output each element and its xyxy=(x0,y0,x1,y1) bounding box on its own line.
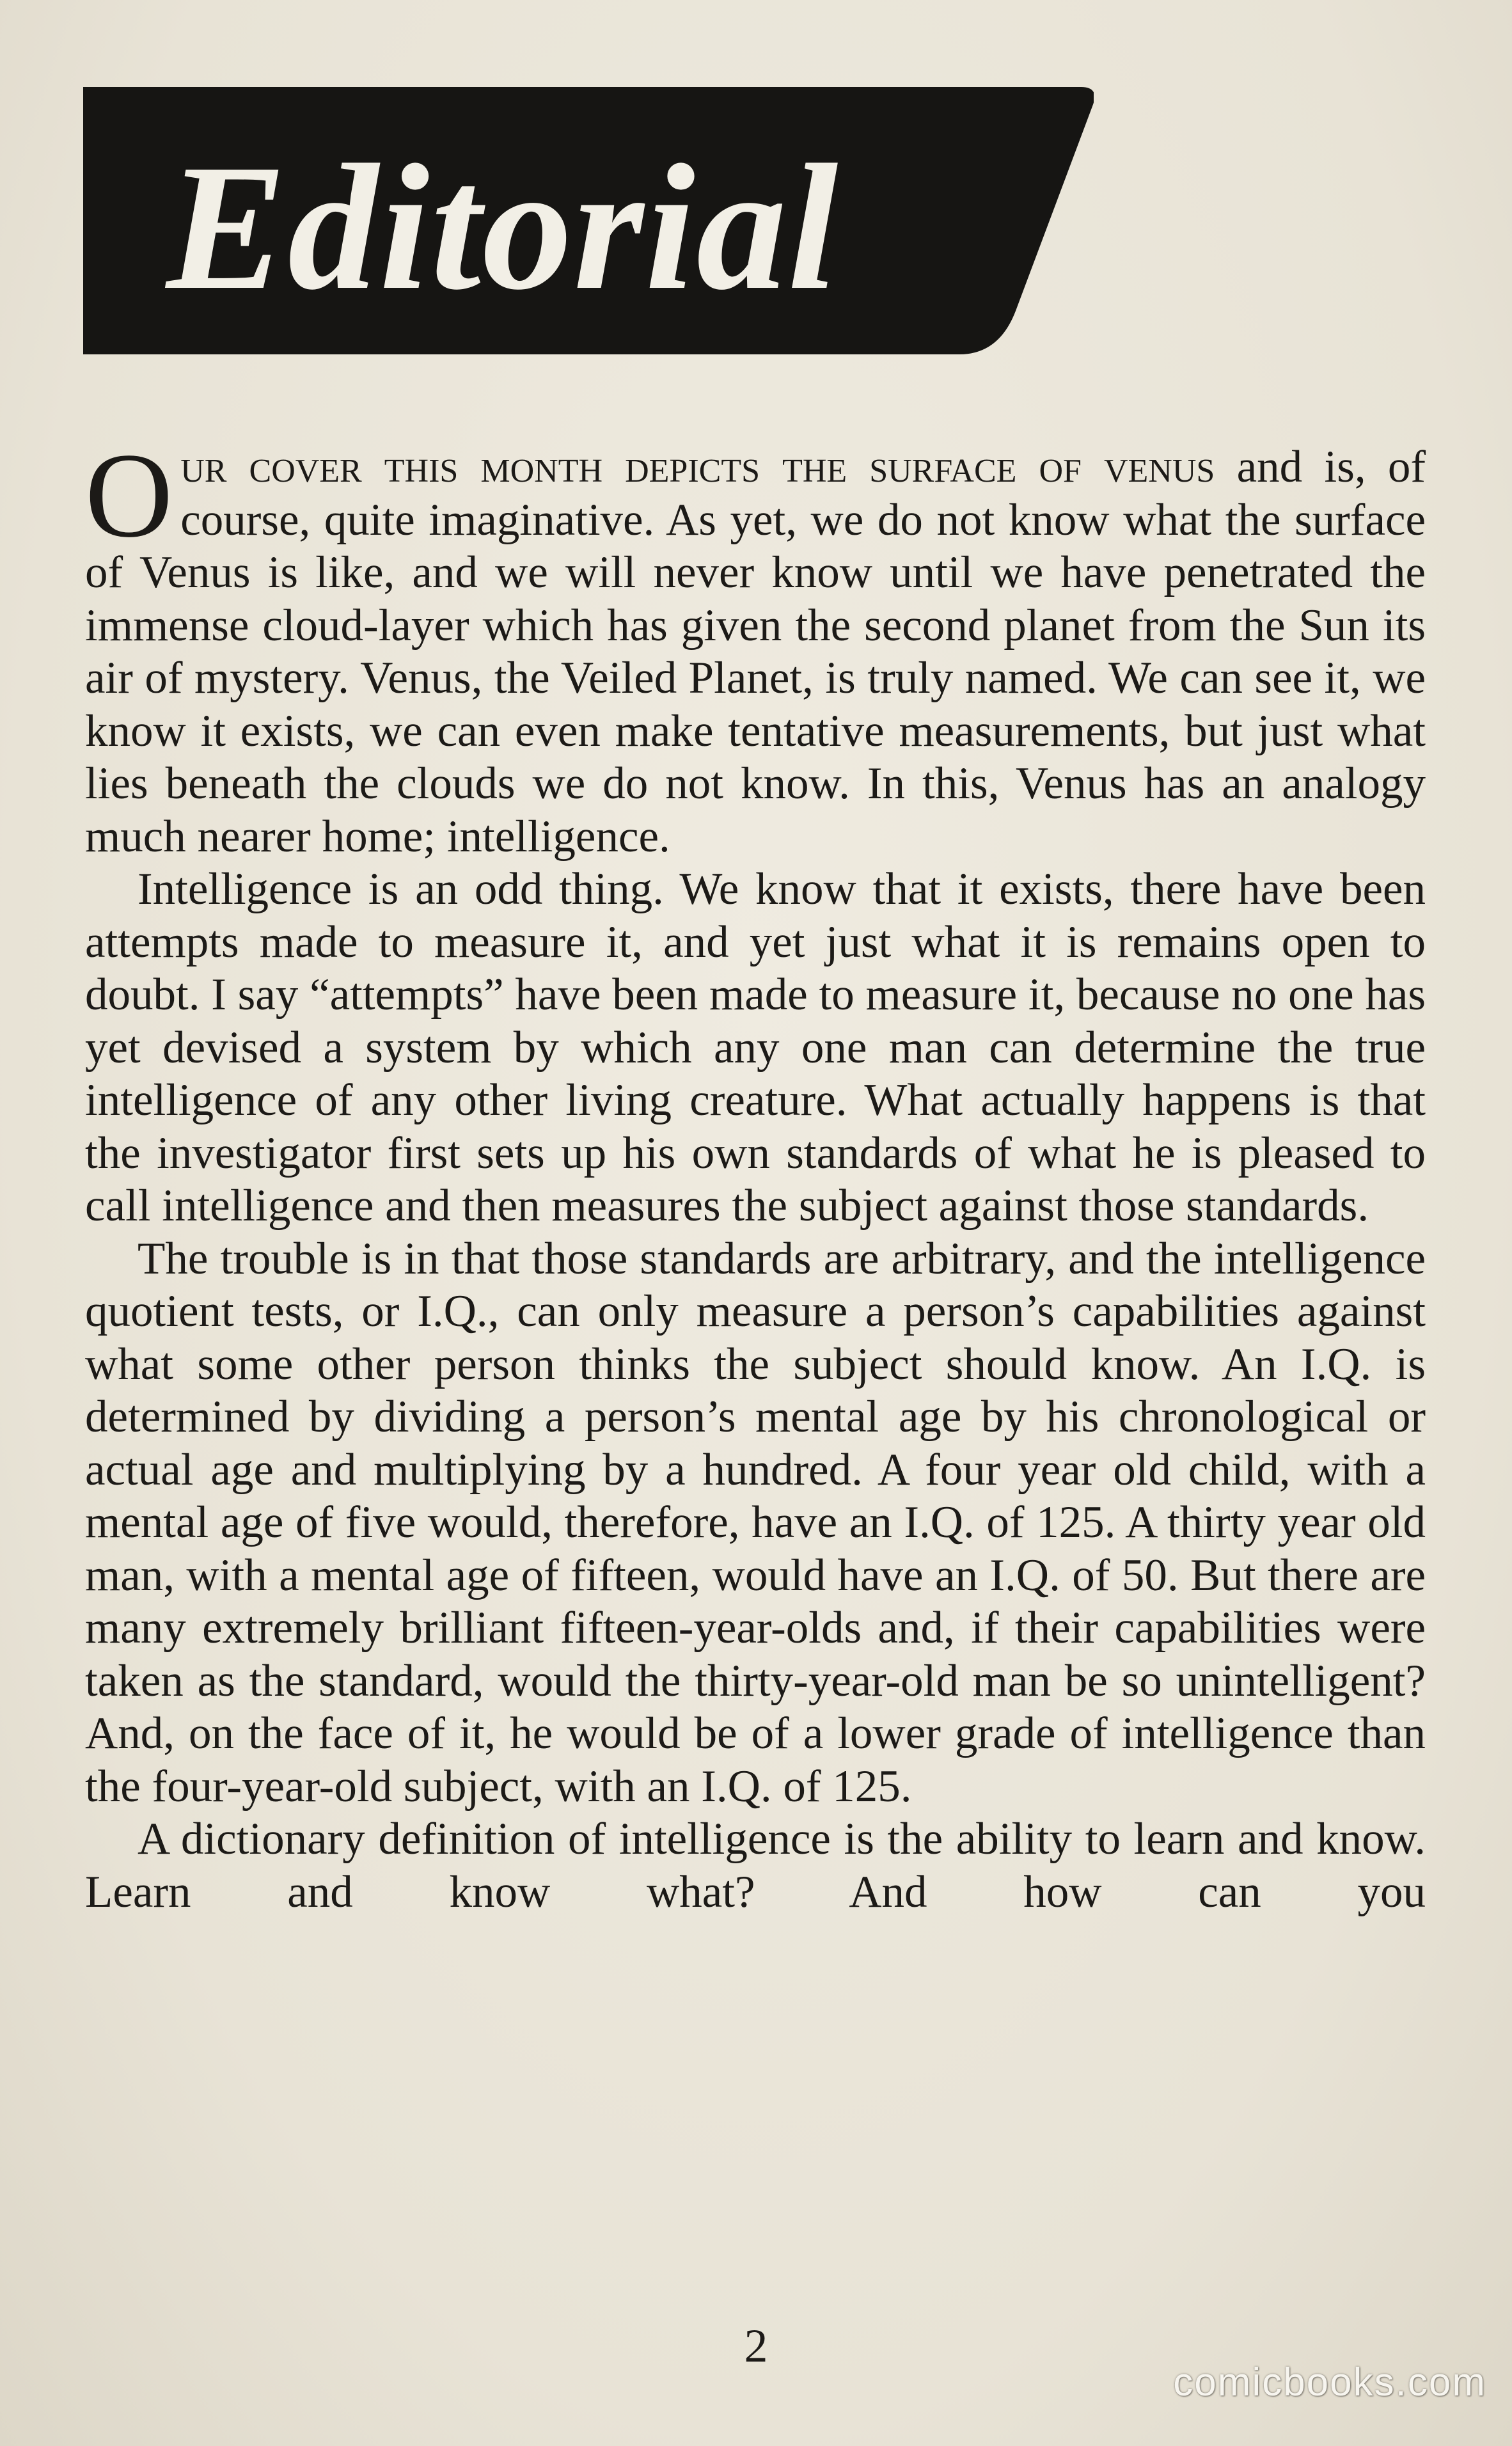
editorial-banner xyxy=(83,87,1094,358)
banner-title: Editorial xyxy=(166,127,840,327)
paragraph-2: Intelligence is an odd thing. We know that it exists, there have been attempts made to measure it, and yet just what it is remains open to doubt. I say “attempts” have been made to measure it, because no one has yet devised a system by which any one man can determine the true intelligence of any other living creature. What actually happens is that the investigator first sets up his own standards of what he is pleased to call intelligence and then measures the subject against those standards. xyxy=(85,864,1426,1231)
drop-cap: O xyxy=(85,429,173,563)
page-number: 2 xyxy=(744,2320,768,2372)
paragraph-1-text: and is, of course, quite imaginative. As yet, we do not know what the surface of Venus is like, and we will never know until we have penetrated the immense cloud-layer which has given the second planet from the Sun its air of mystery. Venus, the Veiled Planet, is truly named. We can see it, we know it exists, we can even make tentative measurements, but just what lies beneath the clouds we do not know. In this, Venus has an analogy much nearer home; intelligence. xyxy=(85,442,1426,862)
watermark: comicbooks.com xyxy=(1173,2360,1486,2404)
paragraph-3: The trouble is in that those standards are arbitrary, and the intelligence quotient tests, or I.Q., can only measure a person’s capabilities against what some other person thinks the subject should know. An I.Q. is determined by dividing a person’s mental age by his chronological or actual age and multiplying by a hundred. A four year old child, with a mental age of five would, therefore, have an I.Q. of 125. A thirty year old man, with a mental age of fifteen, would have an I.Q. of 50. But there are many extremely brilliant fifteen-year-olds and, if their capabilities were taken as the standard, would the thirty-year-old man be so unintelligent? And, on the face of it, he would be of a lower grade of intelligence than the four-year-old subject, with an I.Q. of 125. xyxy=(85,1233,1426,1811)
lead-smallcaps: ur cover this month depicts the surface of venus xyxy=(180,440,1215,493)
paragraph-4: A dictionary definition of intelligence is the ability to learn and know. Learn and know what? And how can you xyxy=(85,1814,1426,1917)
paragraph-1 xyxy=(85,429,1426,863)
article-body xyxy=(85,429,1426,1918)
